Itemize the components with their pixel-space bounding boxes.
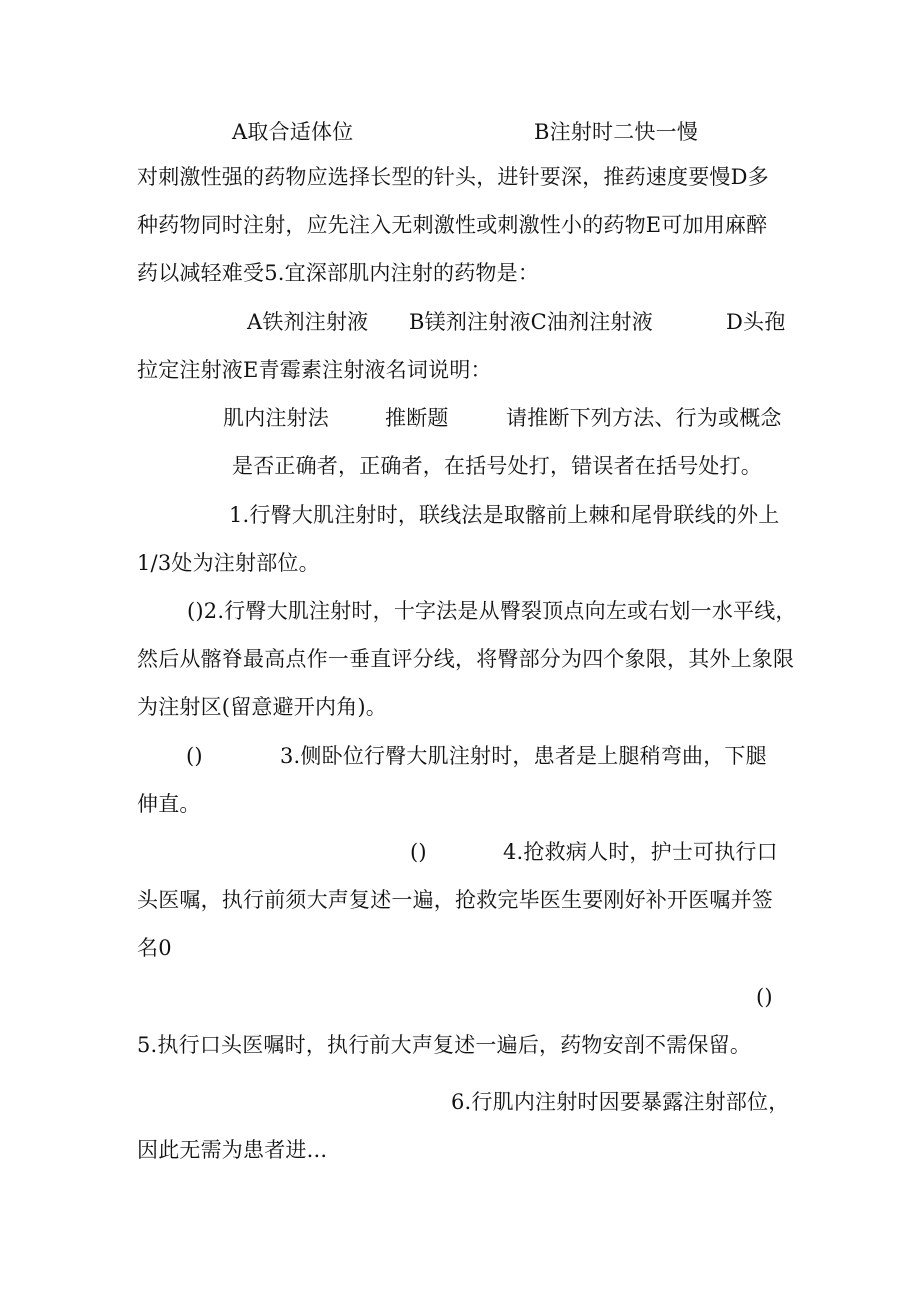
text-line: 然后从髂脊最高点作一垂直评分线，将臀部分为四个象限，其外上象限 [137,647,795,671]
term-heading: 肌内注射法 [223,406,329,430]
judgment-6-line: 6.行肌内注射时因要暴露注射部位， [451,1090,790,1114]
option-b-line: B注射时二快一慢 [534,120,699,144]
judgment-2-line: ()2.行臀大肌注射时，十字法是从臀裂顶点向左或右划一水平线， [187,599,797,623]
text-line: 名0 [137,936,172,960]
text-line: 拉定注射液E青霉素注射液名词说明： [137,358,492,382]
instruction-line: 请推断下列方法、行为或概念 [506,406,782,430]
text-line: 伸直。 [137,792,201,816]
text-line: 对刺激性强的药物应选择长型的针头，进针要深，推药速度要慢D多 [137,165,769,189]
text-line: 1/3处为注射部位。 [137,551,320,575]
text-line: 种药物同时注射，应先注入无刺激性或刺激性小的药物E可加用麻醉 [137,213,768,237]
option-a-line: A取合适体位 [232,120,354,144]
text-line: 为注射区(留意避开内角)。 [137,695,387,719]
judgment-1-line: 1.行臀大肌注射时，联线法是取髂前上棘和尾骨联线的外上 [229,503,780,527]
judgment-4-line: 4.抢救病人时，护士可执行口 [503,840,778,864]
judgment-3-line: 3.侧卧位行臀大肌注射时，患者是上腿稍弯曲，下腿 [280,744,767,768]
question-5-line: 药以减轻难受5.宜深部肌内注射的药物是： [137,261,540,285]
option-a-line: A铁剂注射液 [247,310,369,334]
instruction-line: 是否正确者，正确者，在括号处打，错误者在括号处打。 [232,454,762,478]
answer-bracket: () [186,744,203,768]
answer-bracket: () [410,840,427,864]
text-line: 头医嘱，执行前须大声复述一遍，抢救完毕医生要刚好补开医嘱并签 [137,888,773,912]
judgment-5-line: 5.执行口头医嘱时，执行前大声复述一遍后，药物安剖不需保留。 [137,1033,752,1057]
option-d-line: D头孢 [726,310,786,334]
answer-bracket: () [756,985,773,1009]
text-line: 因此无需为患者进... [137,1138,328,1162]
option-bc-line: B镁剂注射液C油剂注射液 [409,310,653,334]
section-heading: 推断题 [385,406,449,430]
